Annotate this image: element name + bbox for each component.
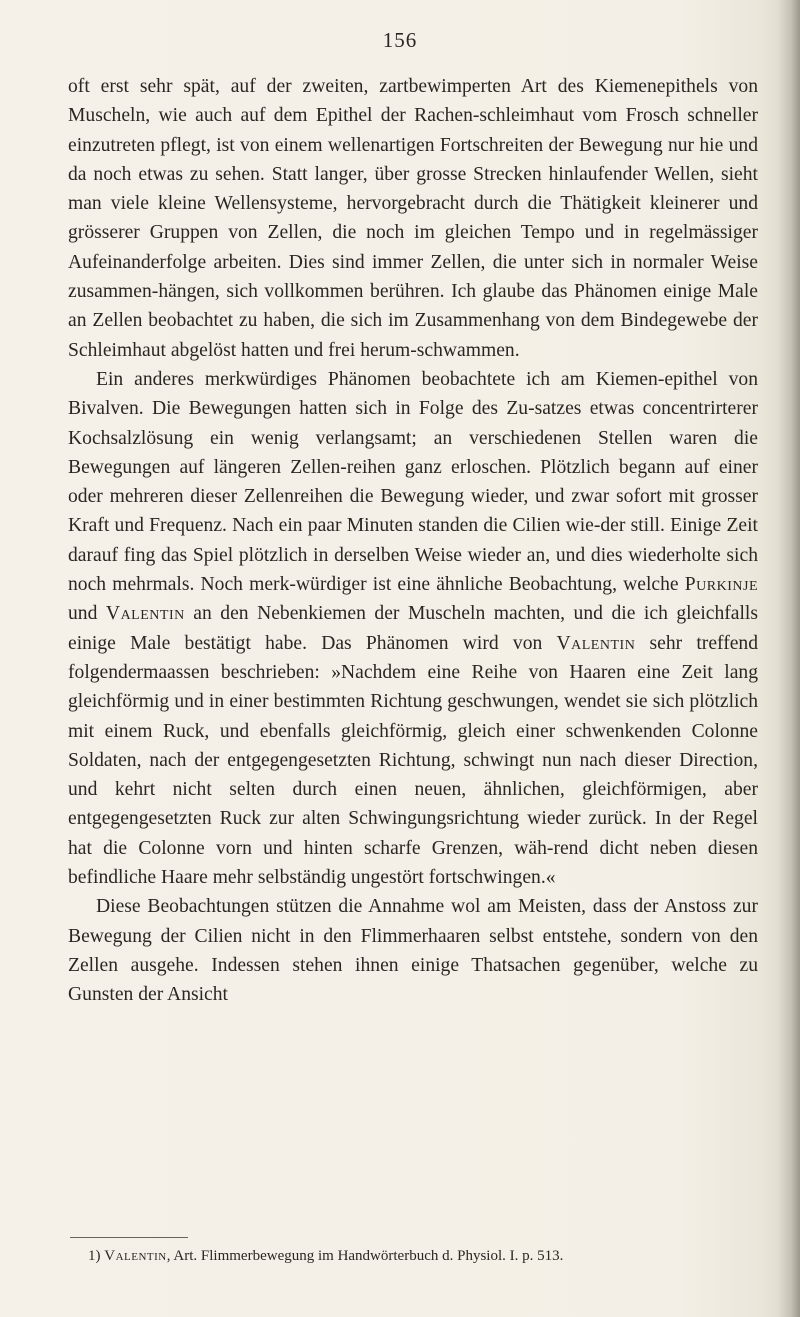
footnote-divider (70, 1237, 188, 1238)
body-text (68, 72, 758, 1010)
paragraph-2-text-a: Ein anderes merkwürdiges Phänomen beobachtete ich am Kiemen-epithel von Bivalven. Die Bewegungen hatten sich in Folge des Zu-satzes etwas concentrirterer Kochsalzlösung ein wenig verlangsamt; an verschiedenen Stellen waren die Bewegungen auf längeren Zellen-reihen ganz erloschen. Plötzlich begann auf einer oder mehreren dieser Zellenreihen die Bewegung wieder, und zwar sofort mit grosser Kraft und Frequenz. Nach ein paar Minuten standen die Cilien wie-der still. Einige Zeit darauf fing das Spiel plötzlich in derselben Weise wieder an, und dies wiederholte sich noch mehrmals. Noch merk-würdiger ist eine ähnliche Beobachtung, welche (68, 368, 758, 596)
paragraph-2-text-c: an den Nebenkiemen der Muscheln machten, und die ich gleichfalls einige Male bestätigt habe. Das Phänomen wird von (68, 603, 758, 654)
paragraph-1: oft erst sehr spät, auf der zweiten, zartbewimperten Art des Kiemenepithels von Muscheln, wie auch auf dem Epithel der Rachen-schleimhaut vom Frosch schneller einzutreten pflegt, ist von einem wellenartigen Fortschreiten der Bewegung nur hie und da noch etwas zu sehen. Statt langer, über grosse Strecken hinlaufender Wellen, sieht man viele kleine Wellensysteme, hervorgebracht durch die Thätigkeit kleinerer und grösserer Gruppen von Zellen, die noch im gleichen Tempo und in regelmässiger Aufeinanderfolge arbeiten. Dies sind immer Zellen, die unter sich in normaler Weise zusammen-hängen, sich vollkommen berühren. Ich glaube das Phänomen einige Male an Zellen beobachtet zu haben, die sich im Zusammenhang von dem Bindegewebe der Schleimhaut abgelöst hatten und frei herum-schwammen. (68, 76, 758, 361)
footnote-text: , Art. Flimmerbewegung im Handwörterbuch d. Physiol. I. p. 513. (166, 1248, 564, 1264)
paragraph-2-text-d: sehr treffend folgendermaassen beschrieben: »Nachdem eine Reihe von Haaren eine Zeit lang gleichförmig und in einer bestimmten Richtung geschwungen, wendet sie sich plötzlich mit einem Ruck, und ebenfalls gleichförmig, gleich einer schwenkenden Colonne Soldaten, nach der entgegengesetzten Richtung, schwingt nun nach dieser Direction, und kehrt nicht selten durch einen neuen, ähnlichen, gleichförmigen, aber entgegengesetzten Ruck zur alten Schwingungsrichtung wieder zurück. In der Regel hat die Colonne vorn und hinten scharfe Grenzen, wäh-rend dicht neben diesen befindliche Haare mehr selbständig ungestört fortschwingen.« (68, 632, 759, 889)
footnote-author: Valentin (104, 1248, 167, 1264)
author-name-valentin-2: Valentin (556, 632, 636, 654)
page-number: 156 (382, 28, 418, 52)
paragraph-3: Diese Beobachtungen stützen die Annahme wol am Meisten, dass der Anstoss zur Bewegung der Cilien nicht in den Flimmerhaaren selbst entstehe, sondern von den Zellen ausgehe. Indessen stehen ihnen einige Thatsachen gegenüber, welche zu Gunsten der Ansicht (68, 896, 758, 1006)
paragraph-2-text-b: und (68, 603, 106, 625)
footnote-marker: 1) (88, 1248, 101, 1264)
author-name-purkinje: Purkinje (684, 574, 758, 596)
page-edge-shadow (778, 0, 800, 1317)
author-name-valentin: Valentin (105, 603, 185, 625)
footnote (88, 1246, 768, 1266)
paragraph-2 (68, 365, 758, 892)
